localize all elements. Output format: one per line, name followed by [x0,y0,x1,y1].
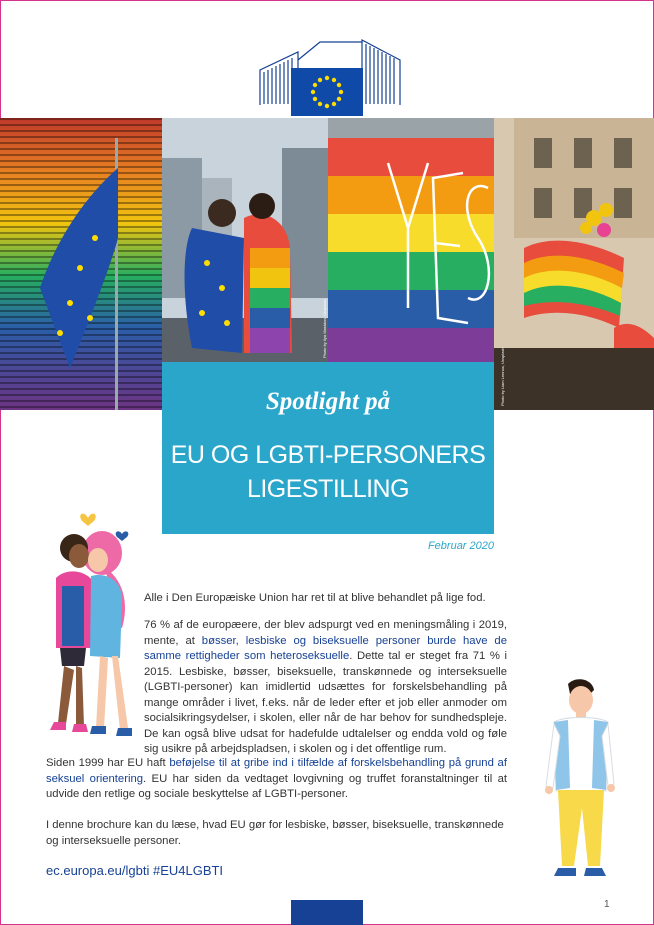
page-title-line2: LIGESTILLING [246,475,410,503]
brochure-paragraph: I denne brochure kan du læse, hvad EU gør for lesbiske, bøsser, biseksuelle, transkønnede og interseksuelle personer. [46,819,504,847]
survey-paragraph [144,618,507,758]
spotlight-heading: Spotlight på [265,388,391,415]
couple-illustration-icon [36,508,136,743]
history-text-start: Siden 1999 har EU haft [46,757,170,769]
photo-credit-4: Photo by Liam Lennox, Unsplash [500,347,505,406]
page-number: 1 [604,899,610,910]
history-paragraph [46,756,507,803]
survey-text-start: 76 % af de europæere, der blev adspurgt ved en meningsmåling i 2019, mente, at [144,619,507,647]
footer-bar [291,900,363,925]
man-illustration-icon [540,676,620,890]
survey-text-end: . Dette tal er steget fra 71 % i 2015. Lesbiske, bøsser, biseksuelle, transkønnede og interseksuelle (LGBTI-personer) kan imidlertid udsættes for forskelsbehandling på mange områder i livet, f.eks. når de leder efter et job eller anmoder om socialsikringsydelser, i skolen, eller når de har behov for sundhedspleje. De kan også blive udsat for hadefulde udtalelser og endda vold og føle sig usikre på arbejdspladsen, i skolen og i det offentlige rum. [144,650,507,755]
page-title-line1: EU OG LGBTI-PERSONERS [170,441,486,469]
title-block [162,362,494,534]
page-title [162,438,494,506]
photo-pride-parade [494,118,654,410]
publication-date: Februar 2020 [427,540,494,552]
website-link[interactable]: ec.europa.eu/lgbti #EU4LGBTI [46,863,224,878]
intro-paragraph: Alle i Den Europæiske Union har ret til at blive behandlet på lige fod. [144,592,486,604]
photo-rainbow-building-flag [0,118,162,410]
eu-flag-icon [291,68,363,116]
history-highlight-link[interactable]: beføjelse til at gribe ind i tilfælde af forskelsbehandling på grund af seksuel orientering [46,757,507,785]
photo-credit-2: Photo by Ilya Mashkov, Unsplash [322,299,327,358]
survey-highlight-link[interactable]: bøsser, lesbiske og biseksuelle personer burde have de samme rettigheder som heteroseksuelle [144,634,507,662]
history-text-end: . EU har siden da vedtaget lovgivning og truffet foranstaltninger til at udvide den retlige og sociale beskyttelse af LGBTI-personer. [46,772,507,800]
